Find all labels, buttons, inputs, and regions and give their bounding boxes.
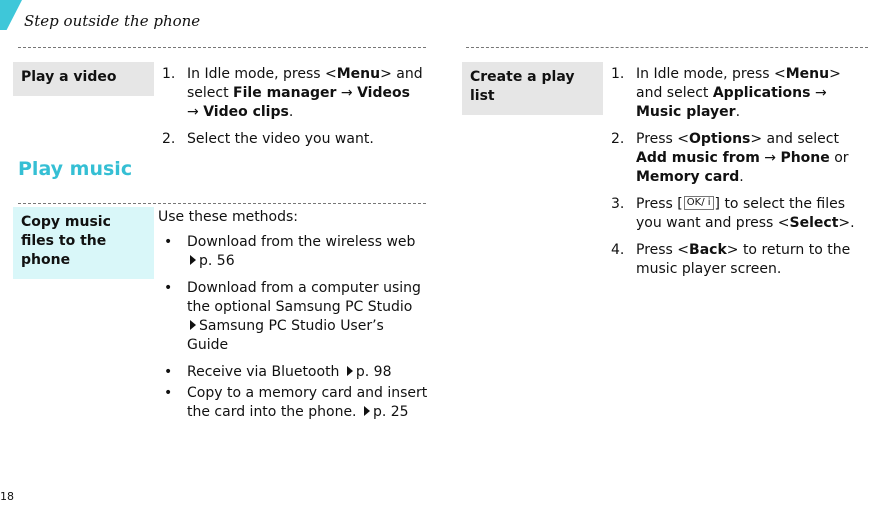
list-item: • Copy to a memory card and insert the card into the phone. p. 25 <box>164 385 428 420</box>
section-title: Play music <box>18 158 133 180</box>
separator-middle-left <box>18 203 426 204</box>
step-item: 3. Press [ OK/ i ] to select the files you want and press <Select>. <box>611 196 855 231</box>
list-item: • Receive via Bluetooth p. 98 <box>164 364 392 380</box>
header-accent-bar <box>0 0 22 30</box>
arrow-icon: → <box>764 150 776 166</box>
page-ref-arrow-icon <box>190 255 196 265</box>
step-item: 1. In Idle mode, press <Menu> and select Applications → Music player. <box>611 66 841 120</box>
arrow-icon: → <box>187 104 199 120</box>
intro-text: Use these methods: <box>158 209 299 225</box>
create-playlist-label: Create a play list <box>462 62 603 115</box>
page-number: 18 <box>0 490 14 503</box>
step-item: 2. Press <Options> and select Add music from → Phone or Memory card. <box>611 131 849 185</box>
step-item: 2. Select the video you want. <box>162 131 374 147</box>
separator-top-left <box>18 47 426 48</box>
list-item: • Download from a computer using the optional Samsung PC Studio Samsung PC Studio User’s Guide <box>164 280 421 353</box>
header-title: Step outside the phone <box>24 12 201 30</box>
play-video-steps <box>158 65 423 157</box>
step-item: 1. In Idle mode, press <Menu> and select File manager → Videos → Video clips. <box>162 66 423 120</box>
page-ref-arrow-icon <box>347 366 353 376</box>
copy-music-content <box>158 208 428 430</box>
copy-music-label: Copy music files to the phone <box>13 207 154 279</box>
arrow-icon: → <box>814 85 827 101</box>
play-video-label: Play a video <box>13 62 154 96</box>
separator-top-right <box>466 47 868 48</box>
arrow-icon: → <box>340 85 353 101</box>
page-ref-arrow-icon <box>364 406 370 416</box>
step-item: 4. Press <Back> to return to the music player screen. <box>611 242 851 277</box>
list-item: • Download from the wireless web p. 56 <box>164 234 416 269</box>
ok-key-icon: OK/ i <box>684 196 714 210</box>
page-ref-arrow-icon <box>190 320 196 330</box>
create-playlist-steps <box>607 65 869 287</box>
